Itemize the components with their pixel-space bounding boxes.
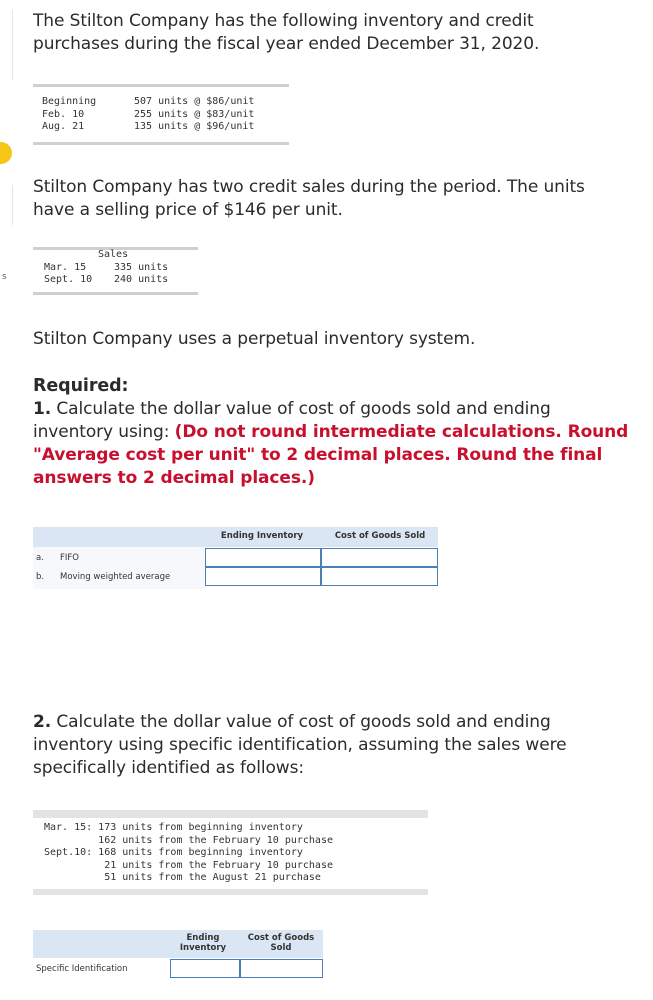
q1-line-1 [33, 398, 651, 421]
q2-paragraph [33, 711, 651, 780]
purchase-label: Feb. 10 [42, 108, 85, 120]
column-header-ending-inventory: Ending Inventory [220, 531, 304, 541]
fifo-cogs-input[interactable] [321, 548, 438, 567]
sales-intro-line-1: Stilton Company has two credit sales during the period. The units [33, 177, 585, 197]
gutter-divider [12, 185, 13, 225]
mwa-cogs-input[interactable] [321, 567, 438, 586]
system-note: Stilton Company uses a perpetual inventory system. [33, 329, 476, 349]
sales-intro-paragraph [33, 176, 585, 222]
answer-table-2 [33, 930, 323, 978]
column-header-cost-of-goods-sold: Cost of Goods Sold [334, 531, 426, 541]
q1-instruction: "Average cost per unit" to 2 decimal places. Round the final [33, 445, 603, 465]
q1-line-2 [33, 421, 651, 444]
purchases-bottom-rule [33, 142, 289, 145]
q1-text: inventory using: [33, 422, 175, 442]
intro-line-1: The Stilton Company has the following inventory and credit [33, 11, 534, 31]
purchase-detail: 255 units @ $83/unit [134, 108, 255, 120]
purchase-detail: 135 units @ $96/unit [134, 121, 255, 132]
column-header-cost-of-goods-sold [240, 933, 322, 953]
row-specific-identification: Specific Identification [36, 964, 128, 974]
intro-paragraph [33, 10, 539, 56]
specific-id-line: Sept.10: 168 units from beginning inventory [44, 847, 303, 858]
column-header-ending-inventory [168, 933, 238, 953]
column-header-cogs-line-1: Cost of Goods [247, 933, 315, 943]
yellow-dot-icon [0, 142, 12, 164]
sales-header: Sales [98, 249, 129, 260]
gutter-divider [12, 10, 13, 80]
required-heading: Required: [33, 376, 129, 396]
purchase-detail: 507 units @ $86/unit [134, 96, 255, 107]
q2-line-2: inventory using specific identification, assuming the sales were [33, 735, 567, 755]
purchases-top-rule [33, 84, 289, 87]
q2-number: 2. [33, 712, 52, 732]
q1-instruction: (Do not round intermediate calculations. Round [174, 422, 629, 442]
q1-text: Calculate the dollar value of cost of goods sold and ending [51, 399, 551, 419]
specific-id-list [44, 822, 333, 885]
specific-id-line: 21 units from the February 10 purchase [44, 859, 333, 871]
purchase-label: Aug. 21 [42, 121, 85, 132]
row-letter: b. [36, 572, 45, 582]
sales-date: Sept. 10 [44, 274, 93, 285]
mwa-ending-inventory-input[interactable] [205, 567, 321, 586]
sales-date: Mar. 15 [44, 261, 87, 273]
specific-id-line: 162 units from the February 10 purchase [44, 834, 333, 846]
column-header-cogs-line-2: Sold [270, 943, 292, 953]
specific-id-cogs-input[interactable] [240, 959, 323, 978]
q1-number: 1. [33, 399, 52, 419]
specific-id-bottom-rule [33, 889, 428, 895]
fifo-ending-inventory-input[interactable] [205, 548, 321, 567]
specific-id-line: 51 units from the August 21 purchase [44, 872, 321, 883]
q2-text: Calculate the dollar value of cost of goods sold and ending [51, 712, 551, 732]
specific-id-line: Mar. 15: 173 units from beginning inventory [44, 822, 303, 833]
sales-units: 335 units [114, 261, 169, 273]
intro-line-2: purchases during the fiscal year ended December 31, 2020. [33, 34, 540, 54]
row-method-fifo: FIFO [60, 553, 79, 563]
row-method-moving-weighted-average: Moving weighted average [60, 572, 171, 582]
sales-bottom-rule [33, 292, 198, 295]
column-header-ending-line-1: Ending [186, 933, 220, 943]
answer-table-1 [33, 527, 438, 589]
specific-id-ending-inventory-input[interactable] [170, 959, 240, 978]
sales-units: 240 units [114, 274, 169, 285]
q2-line-3: specifically identified as follows: [33, 758, 304, 778]
answer-table-1-label-strip [33, 547, 205, 589]
q2-line-1 [33, 711, 651, 734]
required-section [33, 375, 651, 490]
sales-intro-line-2: have a selling price of $146 per unit. [33, 200, 343, 220]
column-header-ending-line-2: Inventory [179, 943, 227, 953]
row-letter: a. [36, 553, 44, 563]
purchase-label: Beginning [42, 96, 97, 107]
gutter-marker: s [2, 272, 7, 282]
q1-instruction: answers to 2 decimal places.) [33, 468, 315, 488]
specific-id-top-rule [33, 810, 428, 818]
